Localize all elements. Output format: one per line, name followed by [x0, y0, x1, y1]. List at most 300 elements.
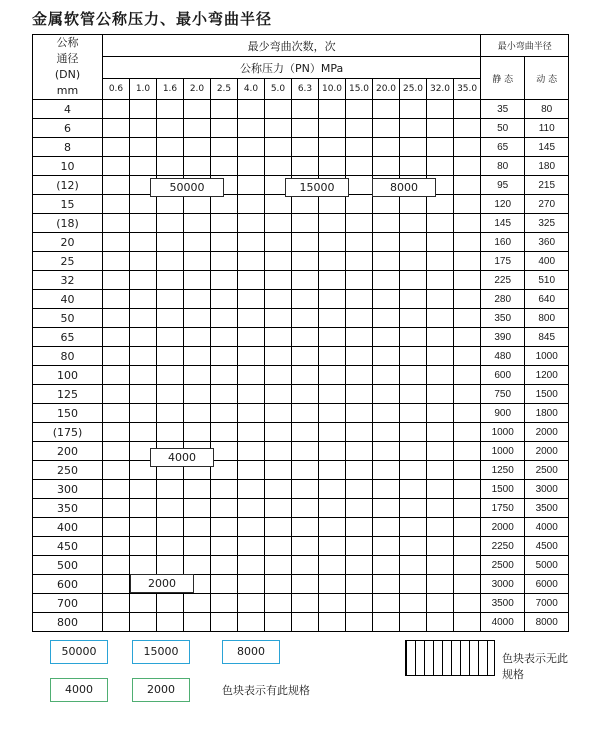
pressure-cell	[184, 309, 211, 328]
pressure-cell	[130, 404, 157, 423]
pressure-col-header: 20.0	[373, 79, 400, 100]
pressure-cell	[184, 214, 211, 233]
pressure-cell	[454, 613, 481, 632]
pressure-cell	[427, 328, 454, 347]
dynamic-radius-cell: 145	[525, 138, 569, 157]
pressure-cell	[157, 214, 184, 233]
pressure-cell	[454, 328, 481, 347]
pressure-cell	[130, 309, 157, 328]
dynamic-radius-cell: 360	[525, 233, 569, 252]
pressure-col-header: 2.0	[184, 79, 211, 100]
pressure-cell	[157, 537, 184, 556]
pressure-cell	[265, 119, 292, 138]
pressure-cell	[103, 366, 130, 385]
pressure-cell	[211, 385, 238, 404]
pressure-cell	[211, 195, 238, 214]
dynamic-radius-cell: 800	[525, 309, 569, 328]
pressure-cell	[211, 423, 238, 442]
dynamic-header: 动 态	[525, 57, 569, 100]
pressure-cell	[319, 214, 346, 233]
pressure-cell	[238, 157, 265, 176]
pressure-cell	[319, 328, 346, 347]
pressure-cell	[238, 461, 265, 480]
dn-value-cell: 600	[33, 575, 103, 594]
pressure-cell	[265, 613, 292, 632]
pressure-cell	[130, 252, 157, 271]
pressure-cell	[319, 480, 346, 499]
pressure-cell	[184, 252, 211, 271]
pressure-cell	[211, 309, 238, 328]
pressure-cell	[184, 138, 211, 157]
pressure-cell	[400, 594, 427, 613]
pressure-cell	[211, 233, 238, 252]
pressure-cell	[211, 366, 238, 385]
pressure-cell	[319, 575, 346, 594]
pressure-cell	[346, 556, 373, 575]
pressure-cell	[454, 556, 481, 575]
pressure-cell	[400, 214, 427, 233]
pressure-cell	[292, 594, 319, 613]
pressure-cell	[373, 195, 400, 214]
pressure-cell	[454, 594, 481, 613]
static-radius-cell: 2000	[481, 518, 525, 537]
pressure-cell	[400, 556, 427, 575]
pressure-cell	[103, 594, 130, 613]
table-row	[33, 537, 569, 556]
pressure-cell	[427, 594, 454, 613]
legend-chip-50000: 50000	[50, 640, 108, 664]
table-row	[33, 385, 569, 404]
pressure-cell	[292, 385, 319, 404]
pressure-cell	[346, 214, 373, 233]
pressure-cell	[319, 537, 346, 556]
pressure-cell	[427, 442, 454, 461]
dn-header-line-3: (DN)	[54, 68, 81, 81]
pressure-cell	[157, 328, 184, 347]
pressure-cell	[238, 176, 265, 195]
table-row	[33, 594, 569, 613]
pressure-cell	[373, 442, 400, 461]
pressure-cell	[103, 271, 130, 290]
pressure-cell	[427, 138, 454, 157]
static-radius-cell: 750	[481, 385, 525, 404]
table-row	[33, 366, 569, 385]
pressure-cell	[400, 499, 427, 518]
pressure-cell	[454, 480, 481, 499]
pressure-cell	[157, 556, 184, 575]
pressure-cell	[427, 518, 454, 537]
pressure-cell	[319, 195, 346, 214]
dn-value-cell: 500	[33, 556, 103, 575]
table-row	[33, 556, 569, 575]
pressure-cell	[292, 157, 319, 176]
pressure-cell	[319, 100, 346, 119]
static-radius-cell: 95	[481, 176, 525, 195]
pressure-cell	[265, 594, 292, 613]
pressure-cell	[130, 613, 157, 632]
pressure-cell	[157, 404, 184, 423]
pressure-cell	[292, 119, 319, 138]
pressure-cell	[184, 537, 211, 556]
pressure-cell	[103, 442, 130, 461]
pressure-cell	[454, 309, 481, 328]
table-row	[33, 404, 569, 423]
pressure-cell	[130, 233, 157, 252]
pressure-cell	[454, 214, 481, 233]
pressure-cell	[427, 233, 454, 252]
pressure-cell	[400, 157, 427, 176]
pressure-cell	[211, 271, 238, 290]
pressure-cell	[238, 290, 265, 309]
pressure-cell	[130, 195, 157, 214]
pressure-cell	[400, 537, 427, 556]
pressure-cell	[400, 366, 427, 385]
static-radius-cell: 145	[481, 214, 525, 233]
pressure-cell	[130, 119, 157, 138]
dn-value-cell: (175)	[33, 423, 103, 442]
pressure-cell	[292, 233, 319, 252]
pressure-col-header: 5.0	[265, 79, 292, 100]
pressure-cell	[130, 271, 157, 290]
pressure-cell	[157, 385, 184, 404]
badge-8000: 8000	[372, 178, 436, 197]
pressure-cell	[103, 461, 130, 480]
pressure-cell	[211, 442, 238, 461]
pressure-cell	[292, 461, 319, 480]
dynamic-radius-cell: 4000	[525, 518, 569, 537]
pressure-cell	[238, 214, 265, 233]
pressure-cell	[103, 347, 130, 366]
pressure-cell	[157, 290, 184, 309]
pressure-cell	[184, 385, 211, 404]
pressure-cell	[265, 537, 292, 556]
pressure-cell	[211, 138, 238, 157]
pressure-cell	[211, 252, 238, 271]
pressure-cell	[157, 347, 184, 366]
pressure-cell	[238, 347, 265, 366]
pressure-cell	[130, 537, 157, 556]
pressure-cell	[211, 157, 238, 176]
pressure-cell	[400, 290, 427, 309]
pressure-cell	[292, 328, 319, 347]
dn-header-line-2: 通径	[56, 52, 79, 65]
pressure-cell	[211, 214, 238, 233]
pressure-cell	[130, 518, 157, 537]
dynamic-radius-cell: 6000	[525, 575, 569, 594]
pressure-col-header: 2.5	[211, 79, 238, 100]
pressure-cell	[373, 404, 400, 423]
pressure-cell	[265, 100, 292, 119]
pressure-cell	[319, 404, 346, 423]
dn-value-cell: 250	[33, 461, 103, 480]
static-radius-cell: 390	[481, 328, 525, 347]
pressure-cell	[292, 613, 319, 632]
pressure-cell	[373, 423, 400, 442]
pressure-cell	[454, 404, 481, 423]
badge-15000: 15000	[285, 178, 349, 197]
table-row	[33, 252, 569, 271]
static-radius-cell: 80	[481, 157, 525, 176]
pressure-cell	[400, 233, 427, 252]
pressure-cell	[103, 556, 130, 575]
pressure-cell	[130, 214, 157, 233]
dynamic-radius-cell: 2500	[525, 461, 569, 480]
pressure-cell	[292, 575, 319, 594]
pressure-cell	[427, 100, 454, 119]
pressure-cell	[238, 195, 265, 214]
pressure-cell	[400, 347, 427, 366]
table-row	[33, 271, 569, 290]
pressure-cell	[373, 594, 400, 613]
dn-value-cell: 200	[33, 442, 103, 461]
dynamic-radius-cell: 2000	[525, 442, 569, 461]
pressure-cell	[373, 366, 400, 385]
pressure-cell	[319, 366, 346, 385]
pressure-cell	[400, 613, 427, 632]
table-row	[33, 328, 569, 347]
table-row	[33, 613, 569, 632]
pressure-cell	[346, 537, 373, 556]
dn-value-cell: 700	[33, 594, 103, 613]
dynamic-radius-cell: 8000	[525, 613, 569, 632]
pressure-cell	[319, 499, 346, 518]
pressure-cell	[454, 119, 481, 138]
pressure-cell	[130, 594, 157, 613]
pressure-cell	[265, 328, 292, 347]
pressure-cell	[238, 404, 265, 423]
pressure-cell	[346, 347, 373, 366]
dynamic-radius-cell: 510	[525, 271, 569, 290]
dynamic-radius-cell: 400	[525, 252, 569, 271]
pressure-cell	[184, 423, 211, 442]
pressure-cell	[346, 233, 373, 252]
pressure-cell	[184, 195, 211, 214]
pressure-cell	[427, 366, 454, 385]
pressure-cell	[346, 309, 373, 328]
legend-hatch-swatch	[405, 640, 495, 676]
pressure-cell	[103, 157, 130, 176]
static-radius-cell: 3500	[481, 594, 525, 613]
static-radius-cell: 1250	[481, 461, 525, 480]
pressure-cell	[265, 347, 292, 366]
pressure-cell	[265, 423, 292, 442]
legend-note-color: 色块表示有此规格	[222, 684, 310, 697]
pressure-cell	[373, 461, 400, 480]
dn-value-cell: (12)	[33, 176, 103, 195]
pressure-cell	[427, 271, 454, 290]
pressure-cell	[346, 442, 373, 461]
dn-value-cell: 50	[33, 309, 103, 328]
pressure-cell	[130, 138, 157, 157]
pressure-cell	[400, 138, 427, 157]
pressure-cell	[292, 499, 319, 518]
spec-table	[32, 34, 569, 632]
pressure-cell	[427, 556, 454, 575]
pressure-cell	[211, 100, 238, 119]
pressure-cell	[157, 309, 184, 328]
pressure-cell	[184, 404, 211, 423]
static-radius-cell: 1000	[481, 442, 525, 461]
pressure-cell	[454, 385, 481, 404]
pressure-cell	[400, 271, 427, 290]
pressure-cell	[346, 423, 373, 442]
static-radius-cell: 1750	[481, 499, 525, 518]
pressure-cell	[265, 556, 292, 575]
pressure-cell	[292, 138, 319, 157]
pressure-col-header: 0.6	[103, 79, 130, 100]
pressure-cell	[103, 252, 130, 271]
pressure-cell	[400, 423, 427, 442]
dn-value-cell: 80	[33, 347, 103, 366]
dn-value-cell: 800	[33, 613, 103, 632]
pressure-cell	[238, 309, 265, 328]
pressure-cell	[319, 613, 346, 632]
pressure-cell	[157, 100, 184, 119]
dn-value-cell: 150	[33, 404, 103, 423]
legend-note-hatch: 色块表示无此规格	[502, 652, 568, 681]
pressure-cell	[238, 271, 265, 290]
table-row	[33, 442, 569, 461]
pressure-cell	[373, 271, 400, 290]
dn-header-cell	[33, 35, 103, 100]
dn-header-line-1: 公称	[56, 36, 79, 49]
pressure-cell	[373, 252, 400, 271]
pressure-cell	[400, 404, 427, 423]
static-radius-cell: 3000	[481, 575, 525, 594]
pressure-cell	[238, 252, 265, 271]
pressure-cell	[346, 252, 373, 271]
pressure-cell	[292, 556, 319, 575]
pressure-col-header: 4.0	[238, 79, 265, 100]
pressure-cell	[346, 613, 373, 632]
pressure-cell	[184, 594, 211, 613]
pressure-cell	[319, 594, 346, 613]
dn-value-cell: 65	[33, 328, 103, 347]
pressure-cell	[292, 366, 319, 385]
pressure-cell	[373, 385, 400, 404]
pressure-cell	[211, 480, 238, 499]
table-row	[33, 480, 569, 499]
dn-value-cell: 400	[33, 518, 103, 537]
pressure-cell	[184, 480, 211, 499]
dn-value-cell: 4	[33, 100, 103, 119]
badge-4000: 4000	[150, 448, 214, 467]
pressure-cell	[211, 347, 238, 366]
pressure-col-header: 1.6	[157, 79, 184, 100]
pressure-cell	[265, 157, 292, 176]
pressure-cell	[373, 138, 400, 157]
pressure-cell	[319, 252, 346, 271]
table-row	[33, 518, 569, 537]
pressure-cell	[346, 100, 373, 119]
pressure-cell	[319, 290, 346, 309]
dynamic-radius-cell: 110	[525, 119, 569, 138]
static-radius-cell: 900	[481, 404, 525, 423]
pressure-cell	[238, 499, 265, 518]
dynamic-radius-cell: 180	[525, 157, 569, 176]
dn-value-cell: 300	[33, 480, 103, 499]
dynamic-radius-cell: 3500	[525, 499, 569, 518]
pressure-cell	[427, 119, 454, 138]
pressure-cell	[454, 461, 481, 480]
pressure-cell	[400, 252, 427, 271]
pressure-cell	[211, 119, 238, 138]
pressure-cell	[265, 499, 292, 518]
pressure-cell	[103, 575, 130, 594]
pressure-cell	[238, 537, 265, 556]
pressure-cell	[211, 613, 238, 632]
pressure-cell	[454, 157, 481, 176]
pressure-cell	[265, 480, 292, 499]
legend-chip-2000: 2000	[132, 678, 190, 702]
pressure-cell	[292, 347, 319, 366]
pressure-cell	[373, 499, 400, 518]
dynamic-radius-cell: 215	[525, 176, 569, 195]
pressure-header: 公称压力（PN）MPa	[103, 57, 481, 79]
pressure-cell	[157, 613, 184, 632]
dynamic-radius-cell: 325	[525, 214, 569, 233]
pressure-cell	[346, 480, 373, 499]
pressure-cell	[346, 385, 373, 404]
table-row	[33, 461, 569, 480]
pressure-cell	[238, 366, 265, 385]
pressure-cell	[130, 366, 157, 385]
bend-radius-header: 最小弯曲半径	[481, 35, 569, 57]
pressure-cell	[346, 594, 373, 613]
pressure-cell	[427, 423, 454, 442]
pressure-cell	[346, 271, 373, 290]
static-radius-cell: 65	[481, 138, 525, 157]
pressure-cell	[103, 138, 130, 157]
dynamic-radius-cell: 1200	[525, 366, 569, 385]
pressure-col-header: 6.3	[292, 79, 319, 100]
dn-value-cell: 450	[33, 537, 103, 556]
pressure-cell	[157, 366, 184, 385]
pressure-cell	[184, 613, 211, 632]
pressure-cell	[373, 347, 400, 366]
pressure-cell	[130, 290, 157, 309]
pressure-cell	[346, 499, 373, 518]
pressure-cell	[265, 138, 292, 157]
pressure-cell	[346, 290, 373, 309]
pressure-cell	[265, 461, 292, 480]
pressure-cell	[184, 100, 211, 119]
pressure-cell	[103, 119, 130, 138]
pressure-cell	[346, 138, 373, 157]
pressure-cell	[238, 575, 265, 594]
pressure-cell	[157, 271, 184, 290]
pressure-cell	[400, 119, 427, 138]
pressure-cell	[346, 176, 373, 195]
dynamic-radius-cell: 640	[525, 290, 569, 309]
pressure-cell	[427, 461, 454, 480]
pressure-cell	[292, 442, 319, 461]
pressure-cell	[373, 328, 400, 347]
static-radius-cell: 50	[481, 119, 525, 138]
pressure-cell	[103, 499, 130, 518]
pressure-cell	[103, 309, 130, 328]
pressure-cell	[292, 290, 319, 309]
badge-50000: 50000	[150, 178, 224, 197]
table-row	[33, 233, 569, 252]
pressure-cell	[427, 195, 454, 214]
dn-value-cell: 6	[33, 119, 103, 138]
dn-value-cell: 32	[33, 271, 103, 290]
table-row	[33, 290, 569, 309]
pressure-cell	[130, 556, 157, 575]
pressure-cell	[103, 100, 130, 119]
pressure-cell	[211, 518, 238, 537]
